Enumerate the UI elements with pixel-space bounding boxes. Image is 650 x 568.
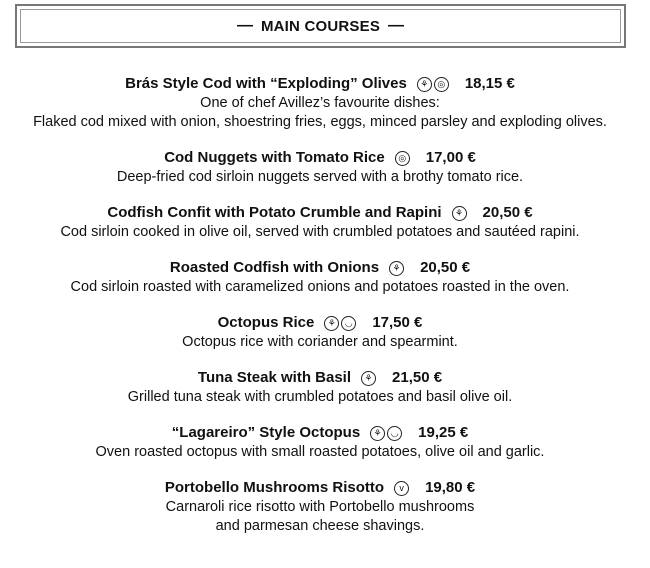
dietary-icons: [394, 481, 409, 496]
menu-item-title-row: [0, 313, 640, 333]
dish-description: Deep-fried cod sirloin nuggets served with a brothy tomato rice.: [116, 169, 524, 185]
menu-item-title-row: [0, 203, 640, 223]
dish-price: 18,15 €: [464, 75, 515, 92]
menu-item-title-row: [0, 478, 640, 498]
dietary-icons: [324, 316, 356, 331]
dietary-icons: [417, 77, 449, 92]
dish-price: 20,50 €: [482, 204, 533, 221]
wheat-icon: ⚘: [389, 261, 404, 276]
wheat-icon: ⚘: [370, 426, 385, 441]
dish-name: Codfish Confit with Potato Crumble and Rapini: [107, 204, 442, 221]
dish-name: Portobello Mushrooms Risotto: [164, 479, 385, 496]
menu-item-title-row: [0, 74, 640, 94]
dish-description: Cod sirloin cooked in olive oil, served with crumbled potatoes and sautéed rapini.: [60, 224, 580, 240]
dish-price: 19,80 €: [425, 479, 476, 496]
dietary-icons: [361, 371, 376, 386]
menu-item: [0, 313, 640, 352]
leaf-icon: ◎: [395, 151, 410, 166]
header-dash-right: —: [388, 17, 405, 34]
dietary-icons: [452, 206, 467, 221]
menu-item: [0, 74, 640, 132]
shellfish-icon: ◡: [341, 316, 356, 331]
dish-price: 17,50 €: [372, 314, 423, 331]
menu-item-title-row: [0, 258, 640, 278]
wheat-icon: ⚘: [417, 77, 432, 92]
menu-item-title-row: [0, 148, 640, 168]
menu-item-title-row: [0, 423, 640, 443]
dish-description: and parmesan cheese shavings.: [215, 518, 425, 534]
dietary-icons: [370, 426, 402, 441]
menu-item: [0, 423, 640, 462]
dish-description: Flaked cod mixed with onion, shoestring fries, eggs, minced parsley and exploding olives.: [33, 114, 607, 130]
dish-price: 21,50 €: [392, 369, 443, 386]
section-header-inner: [20, 9, 621, 43]
menu-item: [0, 148, 640, 187]
dish-name: Brás Style Cod with “Exploding” Olives: [125, 75, 407, 92]
wheat-icon: ⚘: [452, 206, 467, 221]
dish-description: Oven roasted octopus with small roasted potatoes, olive oil and garlic.: [95, 444, 545, 460]
dish-price: 17,00 €: [425, 149, 476, 166]
dietary-icons: [389, 261, 404, 276]
dish-name: “Lagareiro” Style Octopus: [171, 424, 361, 441]
wheat-icon: ⚘: [361, 371, 376, 386]
dish-description: Grilled tuna steak with crumbled potatoes and basil olive oil.: [127, 389, 513, 405]
leaf-icon: ◎: [434, 77, 449, 92]
dish-list: [0, 74, 640, 552]
menu-item: [0, 203, 640, 242]
dish-description: Cod sirloin roasted with caramelized onions and potatoes roasted in the oven.: [70, 279, 570, 295]
dietary-icons: [395, 151, 410, 166]
menu-item: [0, 478, 640, 536]
menu-item-title-row: [0, 368, 640, 388]
vegetarian-icon: v: [394, 481, 409, 496]
dish-price: 19,25 €: [418, 424, 469, 441]
section-title: MAIN COURSES: [260, 17, 381, 35]
section-header: [15, 4, 626, 48]
dish-description: One of chef Avillez’s favourite dishes:: [200, 95, 440, 111]
menu-item: [0, 258, 640, 297]
dish-description: Carnaroli rice risotto with Portobello mushrooms: [165, 499, 475, 515]
dish-name: Cod Nuggets with Tomato Rice: [164, 149, 385, 166]
dish-price: 20,50 €: [420, 259, 471, 276]
menu-item: [0, 368, 640, 407]
dish-description: Octopus rice with coriander and spearmint.: [182, 334, 458, 350]
header-dash-left: —: [236, 17, 253, 34]
dish-name: Roasted Codfish with Onions: [169, 259, 380, 276]
wheat-icon: ⚘: [324, 316, 339, 331]
shellfish-icon: ◡: [387, 426, 402, 441]
dish-name: Tuna Steak with Basil: [197, 369, 352, 386]
dish-name: Octopus Rice: [217, 314, 315, 331]
